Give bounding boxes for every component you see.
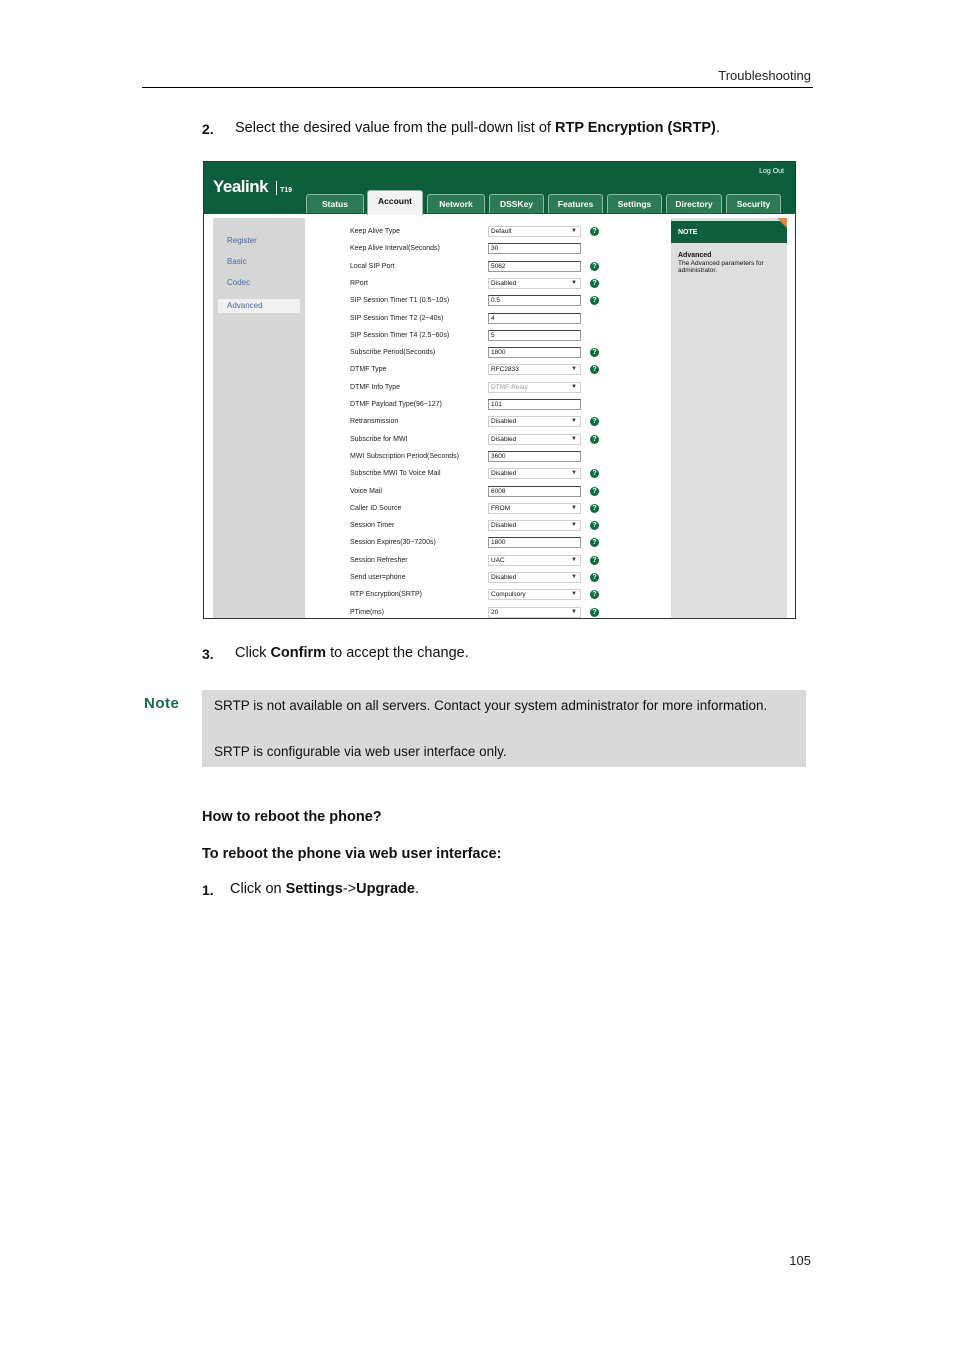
yealink-logo: Yealink xyxy=(213,177,269,196)
note-panel xyxy=(671,218,787,618)
form-row-value: Disabled xyxy=(491,522,517,530)
form-row-value: UAC xyxy=(491,556,505,564)
step-2 xyxy=(202,121,214,139)
note-box xyxy=(202,690,806,767)
help-icon[interactable]: ? xyxy=(590,521,599,530)
form-row-label: Session Timer xyxy=(350,522,395,530)
form-row-label: Subscribe MWI To Voice Mail xyxy=(350,470,441,478)
form-row-label: SIP Session Timer T1 (0.5~10s) xyxy=(350,297,450,305)
form-row xyxy=(305,294,667,311)
tab-settings[interactable]: Settings xyxy=(607,194,662,213)
help-icon[interactable]: ? xyxy=(590,348,599,357)
note-panel-description: The Advanced parameters for administrator. xyxy=(678,260,764,274)
form-row-value: Compulsory xyxy=(491,591,526,599)
form-row-label: RTP Encryption(SRTP) xyxy=(350,591,422,599)
form-row xyxy=(305,502,667,519)
reboot-step-1-bold-settings: Settings xyxy=(285,881,343,897)
form-row xyxy=(305,433,667,450)
note-label: Note xyxy=(144,695,180,712)
note-line-2: SRTP is configurable via web user interface only. xyxy=(214,744,507,759)
help-icon[interactable]: ? xyxy=(590,262,599,271)
form-row xyxy=(305,606,667,619)
note-line-1: SRTP is not available on all servers. Contact your system administrator for more information. xyxy=(214,698,768,713)
form-row-value: 101 xyxy=(491,401,502,408)
form-row-value: FROM xyxy=(491,504,511,512)
note-corner-icon xyxy=(777,218,787,228)
form-row xyxy=(305,467,667,484)
form-row xyxy=(305,571,667,588)
help-icon[interactable]: ? xyxy=(590,556,599,565)
form-row-label: MWI Subscription Period(Seconds) xyxy=(350,452,459,460)
form-row-value: Disabled xyxy=(491,435,517,443)
form-row-label: DTMF Type xyxy=(350,366,387,374)
chevron-down-icon: ▼ xyxy=(571,522,577,529)
chevron-down-icon: ▼ xyxy=(571,366,577,373)
reboot-subheading: To reboot the phone via web user interface: xyxy=(202,846,502,862)
form-row-label: Subscribe for MWI xyxy=(350,435,408,443)
left-nav xyxy=(213,218,305,618)
form-row-label: Subscribe Period(Seconds) xyxy=(350,349,436,357)
chevron-down-icon: ▼ xyxy=(571,470,577,477)
form-row-select[interactable] xyxy=(488,226,581,237)
form-row-input[interactable] xyxy=(488,486,581,497)
form-row-label: DTMF Info Type xyxy=(350,383,401,391)
form-row xyxy=(305,312,667,329)
reboot-step-1-text xyxy=(230,881,419,897)
help-icon[interactable]: ? xyxy=(590,279,599,288)
help-icon[interactable]: ? xyxy=(590,487,599,496)
tab-network[interactable]: Network xyxy=(427,194,485,213)
form-row xyxy=(305,415,667,432)
form-row-select[interactable] xyxy=(488,503,581,514)
form-row-value: Disabled xyxy=(491,418,517,426)
sidebar-item-codec[interactable]: Codec xyxy=(227,278,251,287)
form-row-value: 0.5 xyxy=(491,297,501,305)
tab-dsskey[interactable]: DSSKey xyxy=(489,194,544,213)
form-row-select[interactable] xyxy=(488,416,581,427)
form-row-select[interactable] xyxy=(488,434,581,445)
chevron-down-icon: ▼ xyxy=(571,556,577,563)
note-panel-header xyxy=(671,221,787,243)
form-row-value: 5 xyxy=(491,331,495,339)
form-row-label: Caller ID Source xyxy=(350,504,402,512)
help-icon[interactable]: ? xyxy=(590,608,599,617)
form-row-label: Retransmission xyxy=(350,418,399,426)
step-2-text xyxy=(235,120,720,136)
page-number: 105 xyxy=(789,1253,811,1268)
form-row-label: Send user=phone xyxy=(350,574,406,581)
sidebar-item-advanced[interactable]: Advanced xyxy=(218,299,300,313)
web-ui-topbar xyxy=(204,162,795,214)
form-row-value: 3600 xyxy=(491,452,506,460)
form-row-value: RFC2833 xyxy=(491,366,519,374)
step-3-text-after: to accept the change. xyxy=(326,645,469,661)
chevron-down-icon: ▼ xyxy=(571,279,577,286)
help-icon[interactable]: ? xyxy=(590,590,599,599)
step-2-text-before: Select the desired value from the pull-down list of xyxy=(235,120,555,136)
form-row-value: 4 xyxy=(491,314,495,322)
chevron-down-icon: ▼ xyxy=(571,608,577,615)
form-row-value: Disabled xyxy=(491,279,517,287)
form-row-select[interactable] xyxy=(488,382,581,393)
form-row-input[interactable] xyxy=(488,330,581,341)
chevron-down-icon: ▼ xyxy=(571,228,577,234)
tab-account[interactable]: Account xyxy=(367,190,423,215)
form-row xyxy=(305,346,667,363)
reboot-step-1-text-before: Click on xyxy=(230,881,286,897)
form-row-value: 1800 xyxy=(491,349,506,357)
form-row-input[interactable] xyxy=(488,261,581,272)
help-icon[interactable]: ? xyxy=(590,504,599,513)
step-3-text xyxy=(235,645,469,661)
chevron-down-icon: ▼ xyxy=(571,435,577,442)
form-row-value: 5062 xyxy=(491,262,506,270)
reboot-question-heading: How to reboot the phone? xyxy=(202,809,382,825)
form-row-label: Keep Alive Type xyxy=(350,228,401,235)
form-row-input[interactable] xyxy=(488,243,581,254)
header-rule xyxy=(142,87,813,88)
form-row-label: Session Refresher xyxy=(350,556,408,564)
step-2-number: 2. xyxy=(202,121,214,137)
reboot-step-1-number: 1. xyxy=(202,882,214,898)
step-2-bold-term: RTP Encryption (SRTP) xyxy=(554,120,716,136)
form-row-label: DTMF Payload Type(96~127) xyxy=(350,401,442,408)
chevron-down-icon: ▼ xyxy=(571,383,577,390)
form-row xyxy=(305,225,667,242)
tab-security[interactable]: Security xyxy=(726,194,781,213)
form-row-label: Session Expires(30~7200s) xyxy=(350,539,436,547)
form-row xyxy=(305,588,667,605)
form-row-select[interactable] xyxy=(488,589,581,600)
form-row-label: SIP Session Timer T2 (2~40s) xyxy=(350,314,444,322)
form-row-input[interactable] xyxy=(488,399,581,410)
form-row-value: 1800 xyxy=(491,539,506,547)
form-row-label: Keep Alive Interval(Seconds) xyxy=(350,245,440,253)
step-3-number: 3. xyxy=(202,646,214,662)
form-row-label: RPort xyxy=(350,279,368,287)
form-row xyxy=(305,381,667,398)
form-row-select[interactable] xyxy=(488,278,581,289)
form-row-input[interactable] xyxy=(488,295,581,306)
reboot-step-1 xyxy=(202,882,214,900)
form-row-value: 20 xyxy=(491,608,499,616)
form-row xyxy=(305,554,667,571)
form-row-select[interactable] xyxy=(488,572,581,583)
form-row-select[interactable] xyxy=(488,555,581,566)
chevron-down-icon: ▼ xyxy=(571,504,577,511)
form-row-select[interactable] xyxy=(488,468,581,479)
tab-directory[interactable]: Directory xyxy=(666,194,722,213)
running-header-title: Troubleshooting xyxy=(718,68,811,83)
help-icon[interactable]: ? xyxy=(590,365,599,374)
embedded-screenshot xyxy=(203,161,796,619)
help-icon[interactable]: ? xyxy=(590,296,599,305)
reboot-step-1-text-after: . xyxy=(414,881,419,897)
help-icon[interactable]: ? xyxy=(590,435,599,444)
chevron-down-icon: ▼ xyxy=(571,418,577,425)
form-row-select[interactable] xyxy=(488,364,581,375)
sidebar-item-basic[interactable]: Basic xyxy=(227,257,247,266)
form-row-label: SIP Session Timer T4 (2.5~60s) xyxy=(350,331,450,339)
form-row-select[interactable] xyxy=(488,607,581,618)
help-icon[interactable]: ? xyxy=(590,538,599,547)
form-row-label: Voice Mail xyxy=(350,487,382,495)
form-row xyxy=(305,329,667,346)
logo-divider xyxy=(276,181,277,195)
chevron-down-icon: ▼ xyxy=(571,591,577,598)
form-row xyxy=(305,398,667,415)
form-row xyxy=(305,536,667,553)
form-row-input[interactable] xyxy=(488,451,581,462)
help-icon[interactable]: ? xyxy=(590,469,599,478)
form-row-value: DTMF-Relay xyxy=(491,383,528,391)
form-row xyxy=(305,519,667,536)
form-row-value: Disabled xyxy=(491,470,517,478)
help-icon[interactable]: ? xyxy=(590,417,599,426)
chevron-down-icon: ▼ xyxy=(571,574,577,580)
reboot-step-1-bold-upgrade: Upgrade xyxy=(356,881,415,897)
form-row xyxy=(305,260,667,277)
form-row-value: 6008 xyxy=(491,487,506,495)
form-row-value: 30 xyxy=(491,245,499,253)
form-row-input[interactable] xyxy=(488,537,581,548)
form-row xyxy=(305,242,667,259)
form-row-input[interactable] xyxy=(488,313,581,324)
settings-form xyxy=(305,218,667,618)
note-panel-subtitle: Advanced xyxy=(678,252,712,259)
help-icon[interactable]: ? xyxy=(590,573,599,582)
sidebar-item-register[interactable]: Register xyxy=(227,236,257,245)
note-panel-title: NOTE xyxy=(678,229,698,236)
step-3-text-before: Click xyxy=(235,645,271,661)
form-row-select[interactable] xyxy=(488,520,581,531)
step-3 xyxy=(202,646,214,664)
form-row xyxy=(305,277,667,294)
form-row xyxy=(305,485,667,502)
form-row xyxy=(305,450,667,467)
tab-status[interactable]: Status xyxy=(306,194,364,213)
logout-link[interactable]: Log Out xyxy=(759,168,784,175)
step-3-bold-term: Confirm xyxy=(270,645,327,661)
form-row-input[interactable] xyxy=(488,347,581,358)
form-row-value: Disabled xyxy=(491,574,517,581)
form-row-label: Local SIP Port xyxy=(350,262,395,270)
step-2-text-after: . xyxy=(715,120,720,136)
help-icon[interactable]: ? xyxy=(590,227,599,236)
tab-features[interactable]: Features xyxy=(548,194,603,213)
reboot-step-1-separator: -> xyxy=(342,881,357,897)
form-row-label: PTime(ms) xyxy=(350,608,384,616)
model-label: T19 xyxy=(280,187,293,194)
form-row xyxy=(305,363,667,380)
form-row-value: Default xyxy=(491,228,512,235)
